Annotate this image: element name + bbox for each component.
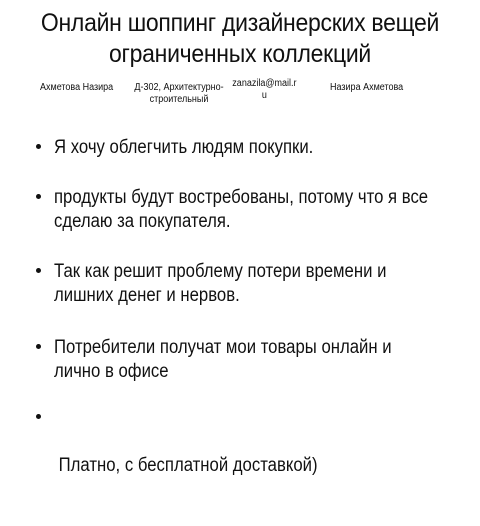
bullet-line: сделаю за покупателя. (54, 211, 231, 232)
bullet-line: лично в офисе (54, 361, 169, 382)
bullet-text (54, 260, 386, 308)
bullet-dot-icon (36, 268, 41, 273)
bullet-line: Потребители получат мои товары онлайн и (54, 337, 392, 358)
author-name-right-text: Назира Ахметова (330, 82, 404, 93)
bullet-line: Платно, с бесплатной доставкой) (54, 455, 318, 476)
bullet-line: Я хочу облегчить людям покупки. (54, 137, 314, 158)
bullet-line: Так как решит проблему потери времени и (54, 261, 387, 282)
slide-title-line-2: ограниченных коллекций (108, 40, 371, 68)
bullet-dot-icon (36, 144, 41, 149)
bullet-line: лишних денег и нервов. (54, 285, 240, 306)
bullet-text (54, 336, 392, 384)
slide-title-line-1: Онлайн шоппинг дизайнерских вещей (40, 9, 440, 37)
author-email-line-2: u (261, 90, 267, 101)
bullet-dot-icon (36, 344, 41, 349)
bullet-line: продукты будут востребованы, потому что я все (54, 187, 429, 208)
group-faculty-line-2: строительный (149, 94, 209, 105)
bullet-text (54, 186, 428, 234)
author-name-left-text: Ахметова Назира (40, 82, 114, 93)
bullet-text (54, 406, 318, 526)
bullet-dot-icon (36, 194, 41, 199)
bullet-text (54, 136, 313, 160)
group-faculty-line-1: Д-302, Архитектурно- (134, 82, 224, 93)
author-email-line-1: zanazila@mail.r (232, 78, 297, 89)
bullet-dot-icon (36, 414, 41, 419)
